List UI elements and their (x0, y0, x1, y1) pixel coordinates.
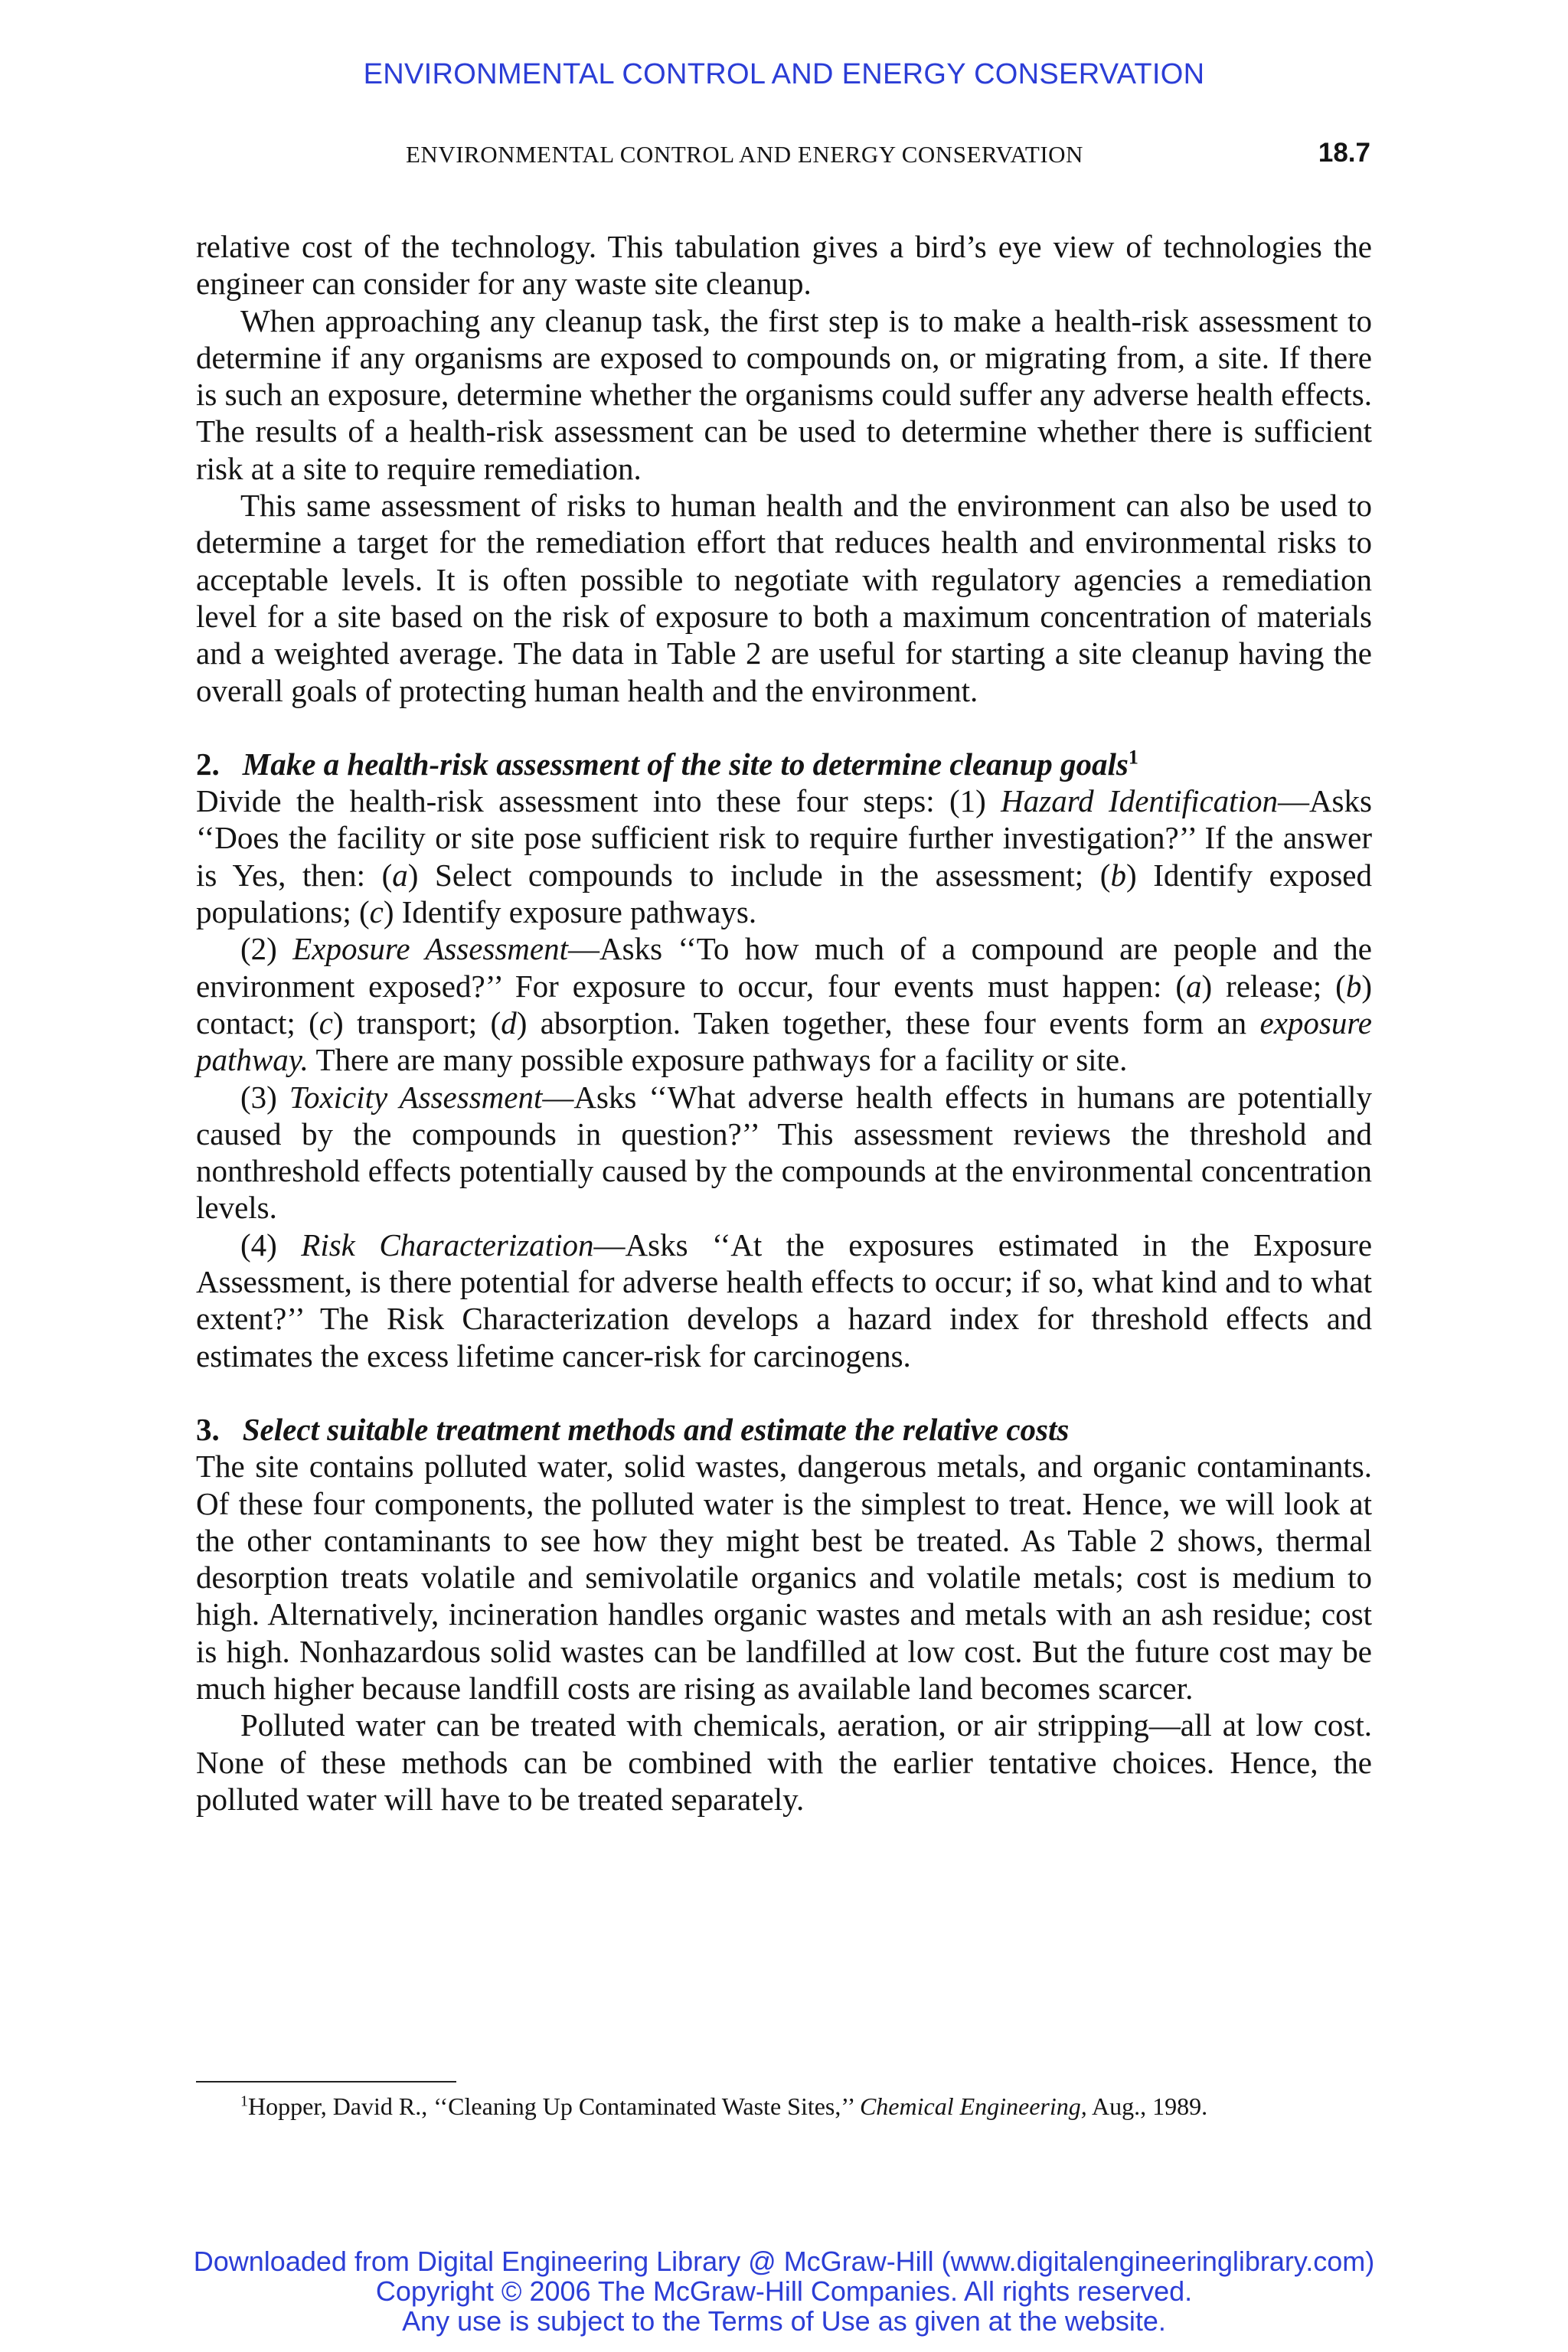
term-exposure-pathway: exposure pathway. (196, 1004, 1372, 1078)
running-head (0, 138, 1568, 179)
step-2-paragraph-1: Divide the health-risk assessment into these four steps: (1) Hazard Identification—Asks ‘‘Does the facility or site pose sufficient risk to require further investigation?’’ If the answer is Yes, then: (a) Select compounds to include in the assessment; (b) Identify exposed populations; (c) Identify exposure pathways. (196, 783, 1372, 930)
download-notice-line-1[interactable]: Downloaded from Digital Engineering Library @ McGraw-Hill (www.digitalengineeringlibrary.com) (193, 2246, 1375, 2277)
term-hazard-identification: Hazard Identification (1001, 783, 1278, 819)
footnote-marker: 1 (240, 2092, 248, 2109)
running-head-title: ENVIRONMENTAL CONTROL AND ENERGY CONSERVATION (406, 141, 1083, 168)
step-2-paragraph-2: (2) Exposure Assessment—Asks ‘‘To how much of a compound are people and the environment exposed?’’ For exposure to occur, four events must happen: (a) release; (b) contact; (c) transport; (d) absorption. Taken together, these four events form an exposure pathway. There are many possible exposure pathways for a facility or site. (196, 931, 1372, 1078)
step-3-title: Select suitable treatment methods and estimate the relative costs (242, 1411, 1070, 1447)
step-2-heading (196, 746, 1372, 782)
download-notice[interactable] (0, 2246, 1568, 2336)
step-2-paragraph-4: (4) Risk Characterization—Asks ‘‘At the exposures estimated in the Exposure Assessment, is there potential for adverse health effects to occur; if so, what kind and to what extent?’’ The Risk Characterization develops a hazard index for threshold effects and estimates the excess lifetime cancer-risk for carcinogens. (196, 1227, 1373, 1374)
term-exposure-assessment: Exposure Assessment (292, 931, 569, 967)
step-2-number: 2. (196, 746, 220, 782)
body-text (196, 228, 1372, 1818)
intro-paragraph-1: relative cost of the technology. This tabulation gives a bird’s eye view of technologies the engineer can consider for any waste site cleanup. (196, 229, 1372, 302)
step-3-heading (196, 1411, 1372, 1448)
footnote-journal: Chemical Engineering, (859, 2092, 1087, 2120)
download-notice-line-3[interactable]: Any use is subject to the Terms of Use as given at the website. (402, 2305, 1166, 2337)
step-2-paragraph-3: (3) Toxicity Assessment—Asks ‘‘What adverse health effects in humans are potentially caused by the compounds in question?’’ This assessment reviews the threshold and nonthreshold effects potentially caused by the compounds at the environmental concentration levels. (196, 1079, 1373, 1226)
intro-paragraph-3: This same assessment of risks to human health and the environment can also be used to determine a target for the remediation effort that reduces health and environmental risks to acceptable levels. It is often possible to negotiate with regulatory agencies a remediation level for a site based on the risk of exposure to both a maximum concentration of materials and a weighted average. The data in Table 2 are useful for starting a site cleanup having the overall goals of protecting human health and the environment. (196, 488, 1372, 708)
download-notice-line-2[interactable]: Copyright © 2006 The McGraw-Hill Companies. All rights reserved. (375, 2275, 1193, 2307)
step-3-paragraph-2: Polluted water can be treated with chemicals, aeration, or air stripping—all at low cost. None of these methods can be combined with the earlier tentative choices. Hence, the polluted water will have to be treated separately. (196, 1707, 1372, 1817)
intro-paragraph-2: When approaching any cleanup task, the first step is to make a health-risk assessment to determine if any organisms are exposed to compounds on, or migrating from, a site. If there is such an exposure, determine whether the organisms could suffer any adverse health effects. The results of a health-risk assessment can be used to determine whether there is sufficient risk at a site to require remediation. (196, 302, 1372, 486)
term-toxicity-assessment: Toxicity Assessment (289, 1079, 543, 1115)
page-number: 18.7 (1318, 138, 1370, 168)
step-3-number: 3. (196, 1411, 220, 1447)
term-risk-characterization: Risk Characterization (301, 1227, 594, 1263)
step-3-paragraph-1: The site contains polluted water, solid wastes, dangerous metals, and organic contaminants. Of these four components, the polluted water is the simplest to treat. Hence, we will look at the other contaminants to see how they might best be treated. As Table 2 shows, thermal desorption treats volatile and semivolatile organics and volatile metals; cost is medium to high. Alternatively, incineration handles organic wastes and metals with an ash residue; cost is high. Nonhazardous solid wastes can be landfilled at low cost. But the future cost may be much higher because landfill costs are rising as available land becomes scarcer. (196, 1449, 1372, 1706)
footnote: $^1$Hopper, David R., ‘‘Cleaning Up Contaminated Waste Sites,’’ Chemical Engineering, Aug., 1989. (240, 2092, 1208, 2120)
top-banner[interactable]: ENVIRONMENTAL CONTROL AND ENERGY CONSERVATION (363, 58, 1205, 90)
footnote-divider (196, 2081, 456, 2082)
footnote-reference[interactable]: 1 (1128, 746, 1138, 769)
step-2-title: Make a health-risk assessment of the site to determine cleanup goals (242, 746, 1129, 782)
